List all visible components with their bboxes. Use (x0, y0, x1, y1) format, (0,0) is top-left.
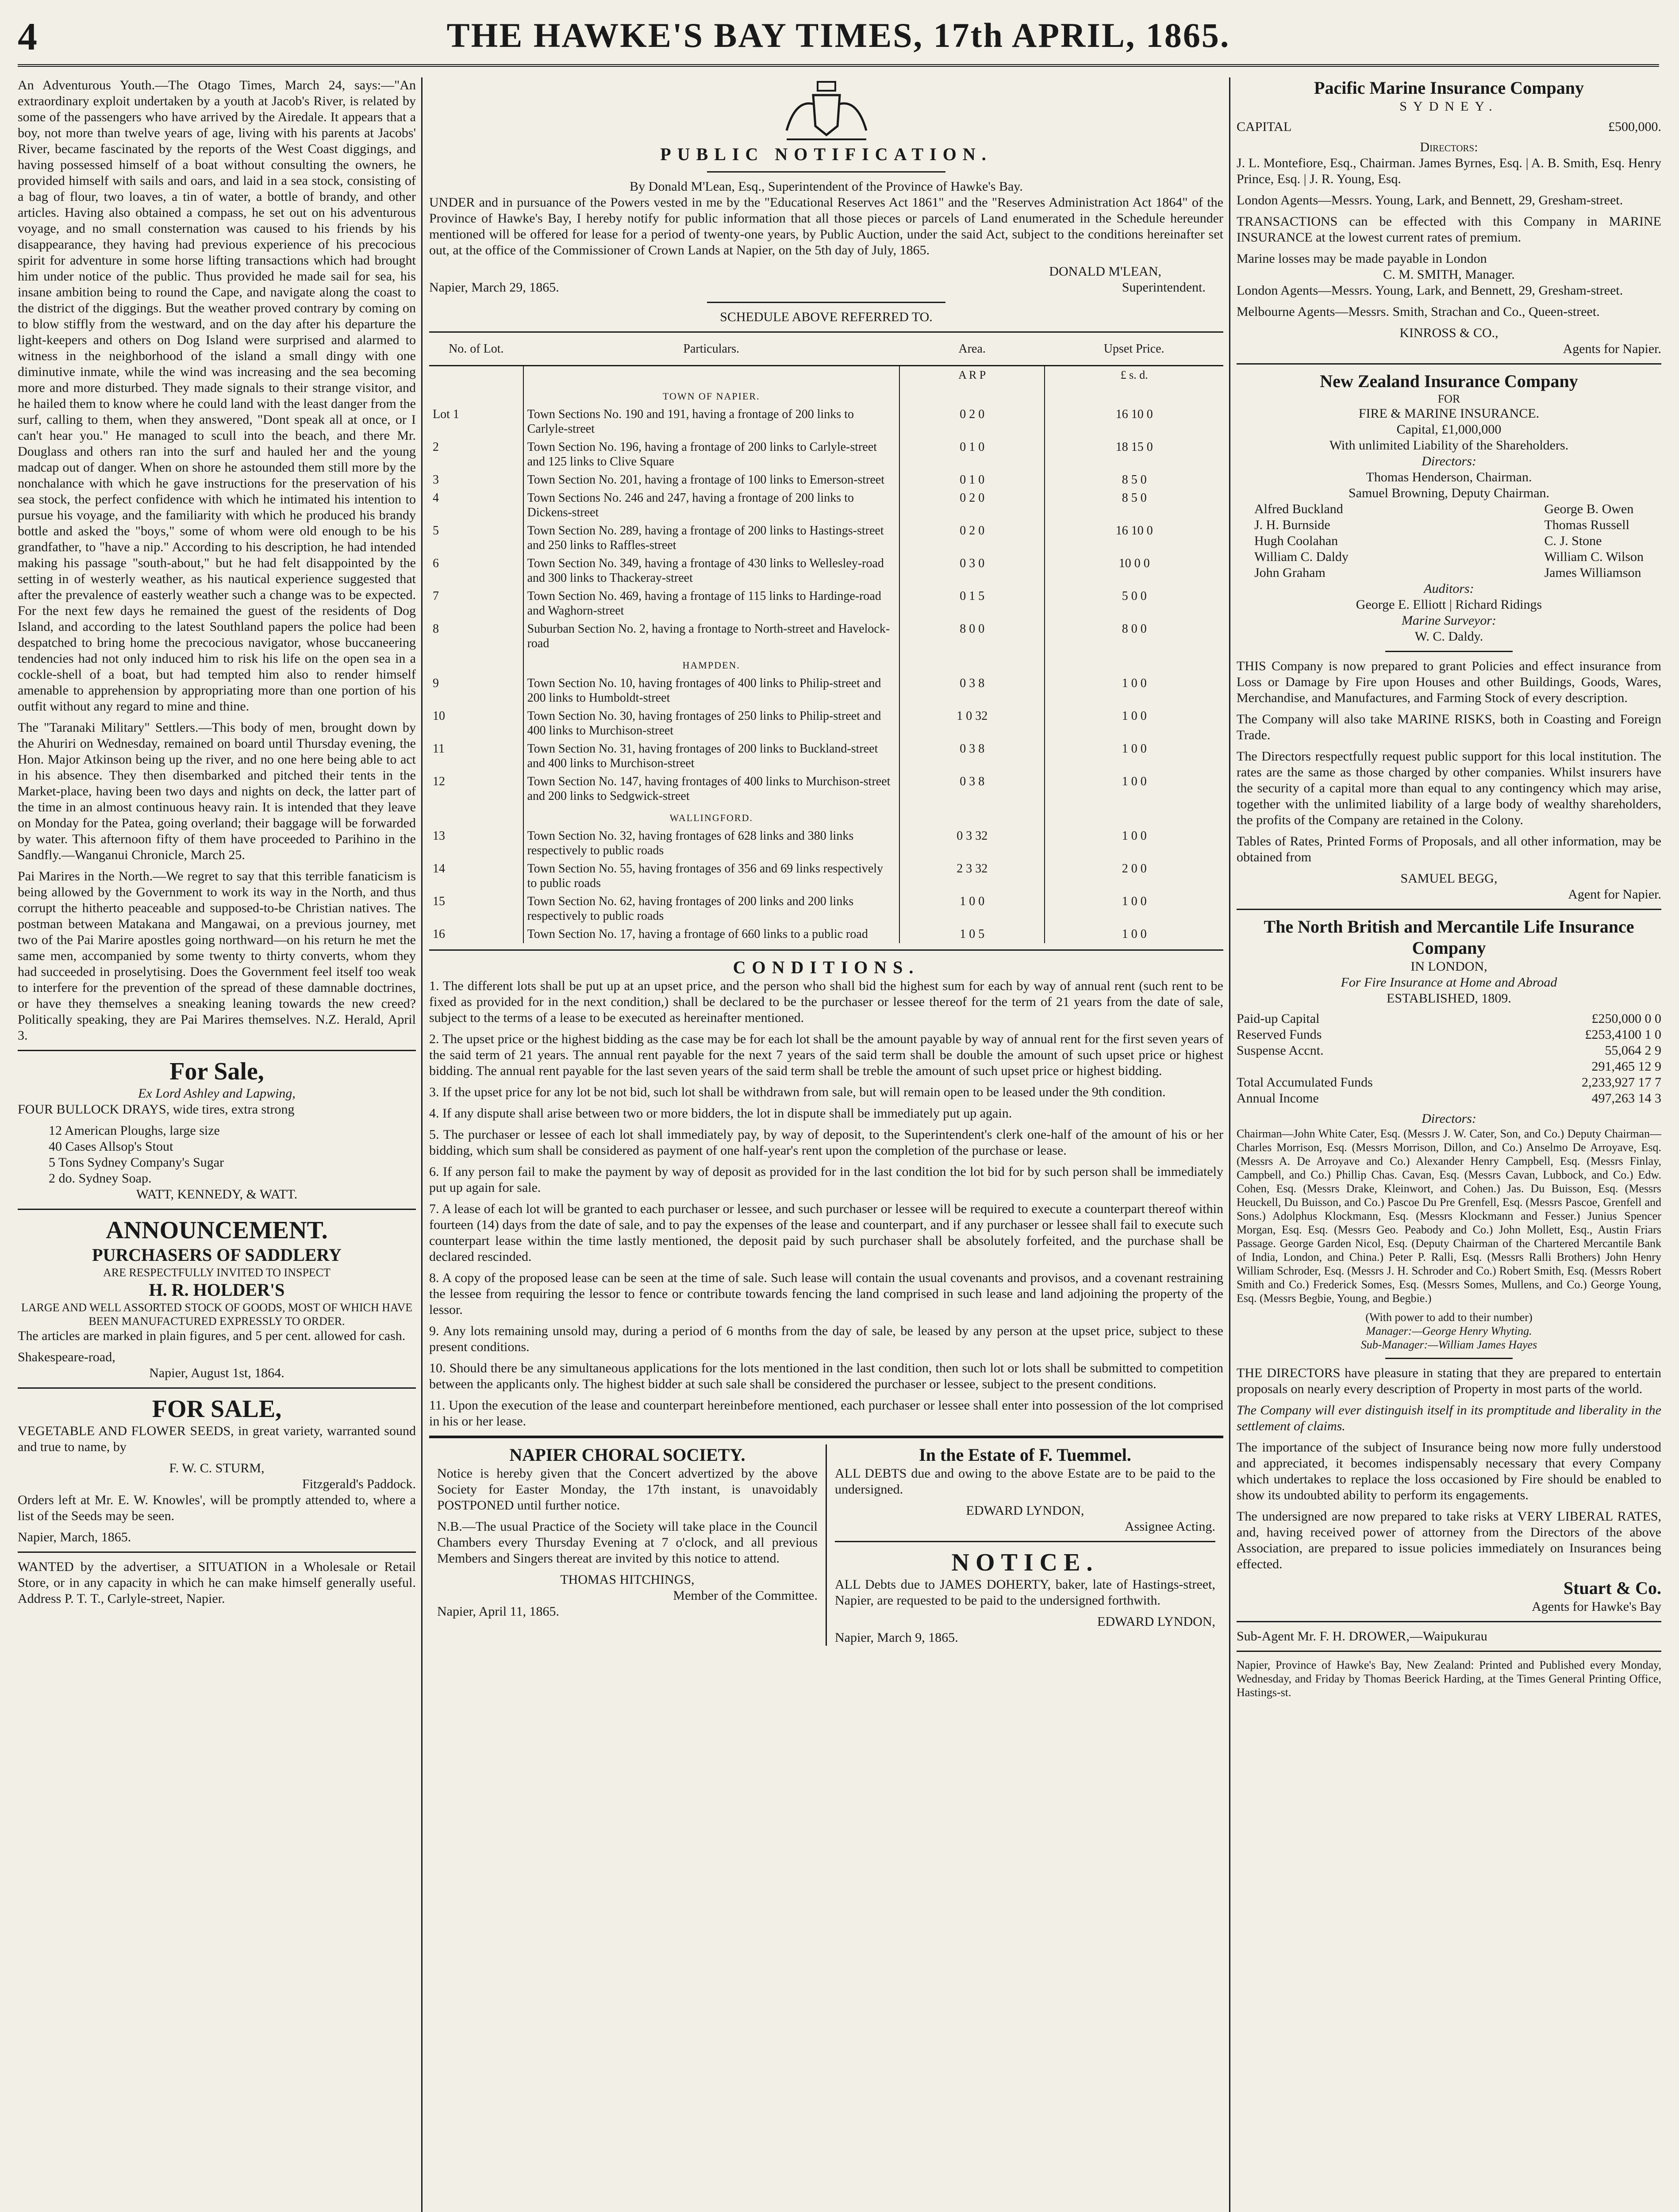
ad-support: The Directors respectfully request public support for this local institution. The rates are the same as those charged by other companies. Whilst insurers have the security of a capital more than equal to any contingency which may arise, together with the unlimited liability of a large body of wealthy shareholders, the profits of the Company are retained in the Colony. (1237, 749, 1661, 827)
ad-body: ALL DEBTS due and owing to the above Estate are to be paid to the undersigned. (835, 1466, 1215, 1497)
royal-coat-of-arms-icon (778, 77, 875, 144)
table-row (429, 405, 1223, 438)
director-name: William C. Daldy (1254, 549, 1349, 564)
ad-item-list (18, 1123, 416, 1187)
lot-area: 1 0 0 (899, 892, 1045, 925)
ad-for-sale-drays (18, 1057, 416, 1202)
funds-value: 55,064 2 9 (1605, 1043, 1661, 1058)
ad-date: Napier, March 9, 1865. (835, 1630, 958, 1645)
condition-item: 9. Any lots remaining unsold may, during a period of 6 months from the day of sale, be leased by any person at the upset price, subject to these present conditions. (429, 1324, 1223, 1354)
ad-heading: FOR SALE, (152, 1395, 282, 1423)
conditions-list (429, 978, 1223, 1429)
ad-heading: For Sale, (169, 1058, 264, 1085)
director-name: Alfred Buckland (1254, 502, 1343, 516)
ad-date: Napier, April 11, 1865. (437, 1604, 559, 1619)
lot-number: 16 (433, 927, 445, 941)
london-agents: London Agents—Messrs. Young, Lark, and Bennett, 29, Gresham-street. (1237, 193, 1623, 207)
column-divider-2 (1229, 77, 1230, 2212)
column-right (1237, 77, 1661, 2212)
lot-price: 8 5 0 (1122, 491, 1147, 505)
ad-item: 2 do. Sydney Soap. (49, 1171, 152, 1186)
lot-price: 18 15 0 (1115, 440, 1153, 454)
lot-price: 1 0 0 (1122, 709, 1147, 723)
lot-particulars: Town Sections No. 190 and 191, having a frontage of 200 links to Carlyle-street (523, 405, 899, 438)
table-row (429, 522, 1223, 554)
lot-number: 3 (433, 473, 439, 487)
ad-tables: Tables of Rates, Printed Forms of Proposals, and all other information, may be obtained from (1237, 834, 1661, 864)
ad-body: THIS Company is now prepared to grant Policies and effect insurance from Loss or Damage by Fire upon Houses and other Buildings, Goods, Wares, Merchandise, and Manufactures, and Farming Stock of every description. (1237, 659, 1661, 705)
ad-capital: Capital, £1,000,000 (1396, 422, 1502, 437)
ad-submanager: Sub-Manager:—William James Hayes (1360, 1338, 1537, 1351)
masthead (18, 11, 1659, 67)
lot-particulars: Town Section No. 30, having frontages of 250 links to Philip-street and 400 links to Murchison-street (523, 707, 899, 740)
section-name: HAMPDEN. (523, 653, 899, 674)
column-center (429, 77, 1223, 2212)
surveyor-label: Marine Surveyor: (1401, 613, 1497, 628)
lot-area: 0 1 5 (899, 587, 1045, 620)
lot-price: 5 0 0 (1122, 589, 1147, 603)
condition-item: 3. If the upset price for any lot be not bid, such lot shall be withdrawn from sale, but will remain open to be leased under the 9th condition. (429, 1085, 1166, 1099)
lot-number: 12 (433, 775, 445, 788)
lot-area: 0 3 8 (899, 772, 1045, 805)
ad-for-sale-seeds (18, 1395, 416, 1545)
lot-price: 1 0 0 (1122, 895, 1147, 908)
lot-particulars: Town Section No. 55, having frontages of 356 and 69 links respectively to public roads (523, 860, 899, 892)
ad-address: Shakespeare-road, (18, 1350, 115, 1364)
lot-number: 4 (433, 491, 439, 505)
article-pai-marires: Pai Marires in the North.—We regret to say that this terrible fanaticism is being allowed by the Government to work its way in the North, and thus corrupt the hitherto peaceable and supposed-to-be Christian natives. The postman between Matakana and Mangawai, on a previous journey, met two of the Pai Marire apostles going northward—on his return he met the same men, accompanied by some twenty to thirty converts, whom they had succeeded in proselytising. Does the Government feel itself too weak to interfere for the prevention of the spread of these damnable doctrines, or have they themselves a sneaking leaning towards the new creed? Politically speaking, they are Pai Marires themselves. N.Z. Herald, April 3. (18, 869, 416, 1043)
column-header: Particulars. (523, 332, 899, 366)
article-taranaki-settlers: The "Taranaki Military" Settlers.—This body of men, brought down by the Ahuriri on Wednesday, remained on board until Thursday evening, the Hon. Major Atkinson being up the river, and no one here being able to act in his absence. They then disembarked and pitched their tents in the Market-place, having been two days and nights on deck, the latter part of the time in an almost continuous heavy rain. It is intended that they leave on Monday for the Patea, going overland; their baggage will be forwarded by water. This afternoon fifty of them have proceeded to Parihino in the Sandfly.—Wanganui Chronicle, March 25. (18, 720, 416, 862)
lot-number: 9 (433, 676, 439, 690)
lot-area: 0 3 8 (899, 740, 1045, 772)
ad-distinguish: The Company will ever distinguish itself in its promptitude and liberality in the settlement of claims. (1237, 1403, 1661, 1433)
conditions-heading: CONDITIONS. (733, 957, 920, 977)
ad-risks: The undersigned are now prepared to take risks at VERY LIBERAL RATES, and, having received power of attorney from the Directors of the above Association, are prepared to issue policies immediately on Insurances being effected. (1237, 1509, 1661, 1571)
ad-heading: NAPIER CHORAL SOCIETY. (509, 1445, 745, 1465)
directors-label: Directors: (1420, 140, 1478, 154)
table-row (429, 740, 1223, 772)
lot-price: 16 10 0 (1115, 524, 1153, 538)
ad-marine: The Company will also take MARINE RISKS, both in Coasting and Foreign Trade. (1237, 712, 1661, 742)
director-name: John Graham (1254, 565, 1326, 580)
lot-price: 1 0 0 (1122, 742, 1147, 756)
table-row (429, 674, 1223, 707)
ad-line: LARGE AND WELL ASSORTED STOCK OF GOODS, MOST OF WHICH HAVE BEEN MANUFACTURED EXPRESSLY TO ORDER. (21, 1301, 413, 1328)
ad-for: FOR (1437, 392, 1460, 405)
divider (707, 302, 945, 303)
condition-item: 5. The purchaser or lessee of each lot shall immediately pay, by way of deposit, to the Superintendent's clerk one-half of the amount of his or her bidding, which sum shall be considered as payment of one half-year's rent upon the completion of the purchase or lease. (429, 1127, 1223, 1158)
divider (1385, 1358, 1513, 1359)
ad-line: PURCHASERS OF SADDLERY (92, 1245, 342, 1265)
notice-body: UNDER and in pursuance of the Powers vested in me by the "Educational Reserves Act 1861" and the "Reserves Administration Act 1864" of the Province of Hawke's Bay, I hereby notify for public information that all those pieces or parcels of Land enumerated in the Schedule hereunder mentioned will be offered for lease for a period of twenty-one years, by Public Auction, under the said Act, subject to the conditions hereinafter set out, at the office of the Commissioner of Crown Lands at Napier, on the 5th day of July, 1865. (429, 195, 1223, 257)
section-name: WALLINGFORD. (523, 805, 899, 827)
condition-item: 2. The upset price or the highest bidding as the case may be for each lot shall be the amount payable by way of annual rent for the first seven years of the said term of 21 years. The annual rent payable for the next 7 years of the said term shall be double the amount of such upset price or highest bidding. The annual rent payable for the last seven years of the said term shall be treble the amount of such upset price or highest bidding. (429, 1032, 1223, 1078)
ad-importance: The importance of the subject of Insurance being now more fully understood and appreciated, it becomes indispensably necessary that every Company which undertakes to replace the loss occasioned by Fire should be enabled to show its undoubted ability to perform its engagements. (1237, 1440, 1661, 1502)
lot-particulars: Town Section No. 469, having a frontage of 115 links to Hardinge-road and Waghorn-street (523, 587, 899, 620)
table-row (429, 707, 1223, 740)
ad-date: Napier, August 1st, 1864. (149, 1366, 284, 1380)
lot-price: 16 10 0 (1115, 407, 1153, 421)
funds-label: Annual Income (1237, 1091, 1319, 1106)
ad-item: 40 Cases Allsop's Stout (49, 1139, 173, 1154)
lot-area: 8 0 0 (899, 620, 1045, 653)
lot-area: 1 0 32 (899, 707, 1045, 740)
capital-row (1237, 119, 1661, 135)
directors-label: Directors: (1422, 1111, 1476, 1126)
ad-signature: WATT, KENNEDY, & WATT. (136, 1187, 298, 1202)
ad-heading: Pacific Marine Insurance Company (1314, 78, 1584, 98)
lot-price: 10 0 0 (1118, 557, 1150, 570)
ad-body: VEGETABLE AND FLOWER SEEDS, in great variety, warranted sound and true to name, by (18, 1424, 416, 1454)
director-name: George B. Owen (1544, 502, 1634, 516)
divider (1237, 1621, 1661, 1622)
lot-particulars: Town Section No. 62, having frontages of 200 links and 200 links respectively to public roads (523, 892, 899, 925)
lot-particulars: Town Section No. 32, having frontages of 628 links and 380 links respectively to public roads (523, 827, 899, 860)
lot-area: 0 2 0 (899, 405, 1045, 438)
table-row (429, 925, 1223, 943)
table-header-row (429, 332, 1223, 366)
lot-particulars: Town Section No. 289, having a frontage of 200 links to Hastings-street and 250 links to Raffles-street (523, 522, 899, 554)
ad-body: FOUR BULLOCK DRAYS, wide tires, extra strong (18, 1102, 295, 1117)
table-row (429, 587, 1223, 620)
table-row (429, 471, 1223, 489)
directors-left (1254, 501, 1349, 581)
lot-particulars: Suburban Section No. 2, having a frontage to North-street and Havelock-road (523, 620, 899, 653)
ad-body: ALL Debts due to JAMES DOHERTY, baker, late of Hastings-street, Napier, are requested to be paid to the undersigned forthwith. (835, 1577, 1215, 1608)
ad-agent-title: Agents for Napier. (1563, 342, 1661, 356)
lot-number: 8 (433, 622, 439, 636)
ad-established: ESTABLISHED, 1809. (1387, 991, 1511, 1006)
lot-number: 6 (433, 557, 439, 570)
condition-item: 1. The different lots shall be put up at an upset price, and the person who shall bid the highest sum for each by way of annual rent (such rent to be fixed as provided for in the next condition,) shall be declared to be the purchaser or lessee thereof for the term of 21 years from the date of sale, subject to the terms of a lease to be executed as hereinafter mentioned. (429, 979, 1223, 1025)
notice-title: Superintendent. (1122, 280, 1206, 295)
table-row (429, 892, 1223, 925)
funds-row (1237, 1027, 1661, 1043)
lot-number: 7 (433, 589, 439, 603)
column-header: Upset Price. (1045, 332, 1223, 366)
ad-place: Fitzgerald's Paddock. (302, 1477, 416, 1491)
directors-grid (1237, 501, 1661, 581)
ad-title: Assignee Acting. (1125, 1519, 1215, 1534)
ad-manager: C. M. SMITH, Manager. (1383, 267, 1515, 282)
lot-area: 0 1 0 (899, 471, 1045, 489)
lot-price: 1 0 0 (1122, 676, 1147, 690)
auditors-label: Auditors: (1424, 581, 1474, 596)
ad-subagent: Sub-Agent Mr. F. H. DROWER,—Waipukurau (1237, 1629, 1487, 1644)
divider (429, 949, 1223, 951)
directors-label: Directors: (1422, 454, 1476, 469)
lot-price: 8 0 0 (1122, 622, 1147, 636)
ad-signature: THOMAS HITCHINGS, (560, 1572, 695, 1587)
ad-agent-title: Agent for Napier. (1568, 887, 1661, 902)
divider (1237, 1651, 1661, 1652)
lot-number: 13 (433, 829, 445, 843)
lot-number: 15 (433, 895, 445, 908)
ad-item: 12 American Ploughs, large size (49, 1123, 220, 1138)
ad-new-zealand-insurance (1237, 371, 1661, 902)
director-name: C. J. Stone (1544, 534, 1602, 548)
notice-signature: DONALD M'LEAN, (1049, 264, 1161, 279)
director-name: J. H. Burnside (1254, 518, 1330, 532)
condition-item: 11. Upon the execution of the lease and counterpart hereinbefore mentioned, each purchaser or lessee shall enter into possession of the lot comprised in his or her lease. (429, 1398, 1223, 1429)
directors-list: J. L. Montefiore, Esq., Chairman. James Byrnes, Esq. | A. B. Smith, Esq. Henry Prince, Esq. | J. R. Young, Esq. (1237, 156, 1661, 186)
funds-row (1237, 1043, 1661, 1059)
ad-place: SYDNEY. (1399, 99, 1498, 114)
funds-label: Total Accumulated Funds (1237, 1075, 1373, 1090)
divider (18, 1387, 416, 1389)
divider (18, 1551, 416, 1553)
lot-price: 1 0 0 (1122, 829, 1147, 843)
lot-area: 2 3 32 (899, 860, 1045, 892)
ad-wanted: WANTED by the advertiser, a SITUATION in a Wholesale or Retail Store, or in any capacity in which he can make himself generally useful. Address P. T. T., Carlyle-street, Napier. (18, 1559, 416, 1606)
lot-particulars: Town Section No. 17, having a frontage of 660 links to a public road (523, 925, 899, 943)
ad-body: Notice is hereby given that the Concert advertized by the above Society for Easter Monday, the 17th instant, is unavoidably POSTPONED until further notice. (437, 1466, 818, 1513)
column-header: Area. (899, 332, 1045, 366)
condition-item: 4. If any dispute shall arise between two or more bidders, the lot in dispute shall be immediately put up again. (429, 1106, 1012, 1121)
funds-value: £250,000 0 0 (1591, 1011, 1661, 1026)
funds-row (1237, 1091, 1661, 1106)
lot-particulars: Town Section No. 31, having frontages of 200 links to Buckland-street and 400 links to Murchison-street (523, 740, 899, 772)
lot-area: 1 0 5 (899, 925, 1045, 943)
column-divider-1 (421, 77, 423, 2212)
ad-item: 5 Tons Sydney Company's Sugar (49, 1155, 224, 1170)
directors-right (1544, 501, 1644, 581)
divider (835, 1541, 1215, 1542)
director-name: James Williamson (1544, 565, 1641, 580)
ad-heading: New Zealand Insurance Company (1320, 371, 1578, 391)
lot-particulars: Town Section No. 201, having a frontage of 100 links to Emerson-street (523, 471, 899, 489)
ad-heading: NOTICE. (951, 1549, 1099, 1576)
ad-for: For Fire Insurance at Home and Abroad (1341, 975, 1557, 990)
ad-deputy: Samuel Browning, Deputy Chairman. (1348, 486, 1550, 500)
page-number: 4 (18, 15, 37, 58)
lot-area: 0 3 0 (899, 554, 1045, 587)
ad-power: (With power to add to their number) (1365, 1311, 1533, 1324)
lot-number: 11 (433, 742, 445, 756)
table-row (429, 772, 1223, 805)
ad-heading: The North British and Mercantile Life Insurance Company (1264, 917, 1634, 958)
ad-signature: EDWARD LYNDON, (1097, 1614, 1215, 1629)
ad-liability: With unlimited Liability of the Shareholders. (1329, 438, 1569, 453)
lot-particulars: Town Section No. 147, having frontages of 400 links to Murchison-street and 200 links to Sedgwick-street (523, 772, 899, 805)
lot-area: 0 1 0 (899, 438, 1045, 471)
table-section-row (429, 653, 1223, 674)
ad-subheading: Ex Lord Ashley and Lapwing, (138, 1086, 296, 1101)
estate-notices (826, 1444, 1223, 1646)
lot-price: 1 0 0 (1122, 775, 1147, 788)
divider (18, 1209, 416, 1210)
funds-label: Suspense Accnt. (1237, 1043, 1324, 1058)
ad-agent-name: SAMUEL BEGG, (1400, 871, 1498, 886)
ad-body: TRANSACTIONS can be effected with this Company in MARINE INSURANCE at the lowest current rates of premium. (1237, 214, 1661, 245)
ad-body: The articles are marked in plain figures, and 5 per cent. allowed for cash. (18, 1329, 406, 1343)
table-section-row (429, 384, 1223, 405)
lot-price: 8 5 0 (1122, 473, 1147, 487)
table-row (429, 554, 1223, 587)
funds-label: Reserved Funds (1237, 1027, 1322, 1042)
column-header: No. of Lot. (429, 332, 523, 366)
lot-price: 2 0 0 (1122, 862, 1147, 876)
funds-value: 497,263 14 3 (1591, 1091, 1661, 1106)
ad-agent-name: Stuart & Co. (1563, 1578, 1661, 1598)
ad-heading: In the Estate of F. Tuemmel. (919, 1445, 1131, 1465)
section-name: TOWN OF NAPIER. (523, 384, 899, 405)
lot-particulars: Town Section No. 196, having a frontage of 200 links to Carlyle-street and 125 links to Clive Square (523, 438, 899, 471)
schedule-body (429, 366, 1223, 944)
funds-value: 291,465 12 9 (1591, 1059, 1661, 1074)
lot-price: 1 0 0 (1122, 927, 1147, 941)
table-section-row (429, 805, 1223, 827)
surveyor: W. C. Daldy. (1414, 629, 1483, 644)
newspaper-title: THE HAWKE'S BAY TIMES, 17th APRIL, 1865. (446, 16, 1230, 54)
choral-society-notice (429, 1444, 826, 1646)
capital-value: £500,000. (1608, 119, 1661, 134)
ad-losses: Marine losses may be made payable in London (1237, 251, 1487, 266)
director-name: Thomas Russell (1544, 518, 1629, 532)
funds-row (1237, 1011, 1661, 1027)
ad-line: H. R. HOLDER'S (149, 1280, 285, 1300)
table-row (429, 438, 1223, 471)
lot-area: 0 3 8 (899, 674, 1045, 707)
condition-item: 6. If any person fail to make the payment by way of deposit as provided for in the last condition the lot bid for by such person shall be immediately put up again for sale. (429, 1164, 1223, 1195)
condition-item: 8. A copy of the proposed lease can be seen at the time of sale. Such lease will contain the usual covenants and provisos, and a covenant restraining the lessee from requiring the lessor to fence or contribute towards fencing the land comprised in such lease and land adjoining the property of the lessor. (429, 1271, 1223, 1317)
lot-particulars: Town Section No. 10, having frontages of 400 links to Philip-street and 200 links to Humboldt-street (523, 674, 899, 707)
ad-agent-name: KINROSS & CO., (1399, 326, 1498, 340)
director-name: Hugh Coolahan (1254, 534, 1338, 548)
notice-heading: PUBLIC NOTIFICATION. (660, 144, 992, 164)
printer-imprint: Napier, Province of Hawke's Bay, New Zealand: Printed and Published every Monday, Wednesday, and Friday by Thomas Beerick Harding, at the Times General Printing Office, Hastings-st. (1237, 1659, 1661, 1699)
lot-area: 0 3 32 (899, 827, 1045, 860)
funds-row (1237, 1075, 1661, 1091)
notice-byline: By Donald M'Lean, Esq., Superintendent of the Province of Hawke's Bay. (630, 179, 1023, 194)
auditors: George E. Elliott | Richard Ridings (1356, 597, 1542, 612)
london-agents: London Agents—Messrs. Young, Lark, and Bennett, 29, Gresham-street. (1237, 283, 1623, 298)
lot-area: 0 2 0 (899, 489, 1045, 522)
ad-line: ARE RESPECTFULLY INVITED TO INSPECT (103, 1266, 331, 1279)
funds-row (1237, 1059, 1661, 1075)
funds-label: Paid-up Capital (1237, 1011, 1320, 1026)
ad-body: N.B.—The usual Practice of the Society will take place in the Council Chambers every Thursday Evening at 7 o'clock, and all previous Members and Singers thereat are invited by this notice to attend. (437, 1519, 818, 1566)
article-adventurous-youth: An Adventurous Youth.—The Otago Times, March 24, says:—"An extraordinary exploit undertaken by a youth at Jacob's River, is related by some of the passengers who have arrived by the Airedale. It appears that a boy, not more than twelve years of age, living with his parents at Jacobs' River, became fascinated by the reports of the West Coast diggings, and having possessed himself of a boat without consulting the owners, he provided himself with sails and oars, and laid in a sea stock, consisting of a bag of flour, two loaves, a tin of water, a bottle of brandy, and other articles. Having also obtained a compass, he set out on his adventurous voyage, and no small consternation was caused to his friends by his disappearance, they having had previous experience of his precocious spirit for adventure in some horse lifting transactions which had brought him under notice of the public. Thus provided he made sail for sea, his insane ambition being to round the Cape, and navigate along the coast to the district of the diggings. But the weather proved contrary by coming on to blow stiffly from the westward, and on the day after his departure the light-keepers and others on Dog Island were surprised and alarmed to witness in the neighborhood of the island a small dingy with one diminutive inmate, while the wind was increasing and the sea becoming more and more disturbed. They made signals to their strange visitor, and he hailed them to know where he could land with the least danger from the surf, calling to them, when they answered, "Dont speak all at once, or I can't hear you." He managed to scull into the beach, and there Mr. Douglass and others ran into the surf and hauled her and the young madcap out of danger. When on shore he astounded them still more by the nonchalance with which he gave instructions for the preservation of his sea stock, the perfect confidence with which he intimated his intention to pursue his voyage, and the familiarity with which he produced his brandy bottle and asked the "boys," some of whom were old enough to be his grandfather, to "have a nip." According to his description, he had intended making his passage "south-about," but he had felt disappointed by the setting in of westerly weather, as his nautical experience suggested that after the prevalence of easterly weather such a change was to be expected. For the next few days he remained the guest of the residents of Dog Island, and according to the latest Southland papers the police had been despatched to bring home the precocious navigator, whose buccaneering tendencies had not only induced him to risk his life on the open sea in a cockle-shell of a boat, but had tempted him also to render himself amenable to apprehension by appropriating more than one portion of his outfit without any regard to mine and thine. (18, 78, 416, 714)
lower-notices (429, 1444, 1223, 1646)
notice-sign-row (429, 280, 1223, 296)
funds-value: 2,233,927 17 7 (1582, 1075, 1661, 1090)
ad-orders: Orders left at Mr. E. W. Knowles', will be promptly attended to, where a list of the Seeds may be seen. (18, 1493, 416, 1523)
funds-table (1237, 1011, 1661, 1106)
price-units: £ s. d. (1120, 369, 1148, 381)
divider (1385, 651, 1513, 652)
funds-value: £253,4100 1 0 (1585, 1027, 1661, 1042)
notice-date: Napier, March 29, 1865. (429, 280, 559, 295)
table-units-row (429, 366, 1223, 384)
divider (1237, 363, 1661, 365)
ad-in: IN LONDON, (1410, 959, 1487, 974)
divider (429, 1436, 1223, 1438)
ad-north-british-mercantile (1237, 916, 1661, 1644)
area-units: A R P (899, 366, 1045, 384)
director-name: William C. Wilson (1544, 549, 1644, 564)
ad-pacific-marine (1237, 77, 1661, 357)
lot-particulars: Town Section No. 349, having a frontage of 430 links to Wellesley-road and 300 links to Thackeray-street (523, 554, 899, 587)
divider (1237, 909, 1661, 910)
lot-number: 2 (433, 440, 439, 454)
column-left (18, 77, 416, 2212)
directors-list: Chairman—John White Cater, Esq. (Messrs J. W. Cater, Son, and Co.) Deputy Chairman—Charles Morrison, Esq. (Messrs Morrison, Dillon, and Co.) Anselmo De Arroyave, Esq. (Messrs A. De Arroyave and Co.) Alexander Henry Campbell, Esq. (Messrs Finlay, Campbell, and Co.) Phillip Chas. Cavan, Esq. (Messrs Cavan, Lubbock, and Co.) Edw. Cohen, Esq. (Messrs Drake, Kleinwort, and Cohen.) Jas. Du Buisson, Esq. (Messrs Heuckell, Du Buisson, and Co.) Pascoe Du Pre Grenfell, Esq. (Messrs Pascoe, Grenfell and Sons.) Adolphus Klockmann, Esq. (Messrs Klockmann and Fesser.) Junius Spencer Morgan, Esq. Esq. (Messrs Geo. Peabody and Co.) John Mollett, Esq., Austin Friars Passage. George Garden Nicol, Esq. (Deputy Chairman of the Chartered Mercantile Bank of India, London, and China.) Peter P. Ralli, Esq. (Messrs Ralli Brothers) John Henry William Schroder, Esq. (Messrs J. H. Schroder and Co.) Robert Smith, Esq. (Messrs Robert Smith and Co.) Frederick Somes, Esq. (Messrs Somes, Mullens, and Co.) George Young, Esq. (Messrs Begbie, Young, and Begbie.) (1237, 1127, 1661, 1305)
table-row (429, 620, 1223, 653)
condition-item: 10. Should there be any simultaneous applications for the lots mentioned in the last condition, then such lot or lots shall be submitted to competition between the applicants only. The highest bidder at such sale shall be considered the purchaser or lessee, subject to the present conditions. (429, 1361, 1223, 1391)
ad-title: Member of the Committee. (673, 1588, 818, 1603)
ad-agent-title: Agents for Hawke's Bay (1532, 1599, 1661, 1614)
melbourne-agents: Melbourne Agents—Messrs. Smith, Strachan and Co., Queen-street. (1237, 304, 1600, 319)
ad-manager: Manager:—George Henry Whyting. (1366, 1325, 1532, 1337)
schedule-table (429, 331, 1223, 943)
lot-number: Lot 1 (433, 407, 459, 421)
lot-number: 14 (433, 862, 445, 876)
condition-item: 7. A lease of each lot will be granted to each purchaser or lessee, and such purchaser or lessee will be required to execute a counterpart thereof within fourteen (14) days from the date of sale, and to pay the expenses of the lease and counterpart, and if any purchaser or lessee shall fail to execute such counterpart lease within the time lastly mentioned, the deposit paid by such purchaser shall be absolutely forfeited, and the purchase shall be declared rescinded. (429, 1202, 1223, 1264)
schedule-heading: SCHEDULE ABOVE REFERRED TO. (720, 310, 933, 324)
ad-name: F. W. C. STURM, (169, 1461, 265, 1475)
lot-number: 10 (433, 709, 445, 723)
lot-particulars: Town Sections No. 246 and 247, having a frontage of 200 links to Dickens-street (523, 489, 899, 522)
lot-number: 5 (433, 524, 439, 538)
ad-signature: EDWARD LYNDON, (966, 1503, 1084, 1518)
lot-area: 0 2 0 (899, 522, 1045, 554)
ad-date: Napier, March, 1865. (18, 1530, 131, 1544)
divider (18, 1050, 416, 1051)
ad-announcement-saddlery (18, 1216, 416, 1381)
capital-label: CAPITAL (1237, 119, 1292, 134)
ad-body: THE DIRECTORS have pleasure in stating that they are prepared to entertain proposals on nearly every description of Property in most parts of the world. (1237, 1366, 1661, 1396)
ad-type: FIRE & MARINE INSURANCE. (1358, 406, 1540, 421)
table-row (429, 860, 1223, 892)
ad-chairman: Thomas Henderson, Chairman. (1366, 470, 1532, 484)
divider (707, 171, 945, 173)
table-row (429, 489, 1223, 522)
table-row (429, 827, 1223, 860)
ad-heading: ANNOUNCEMENT. (106, 1217, 328, 1244)
